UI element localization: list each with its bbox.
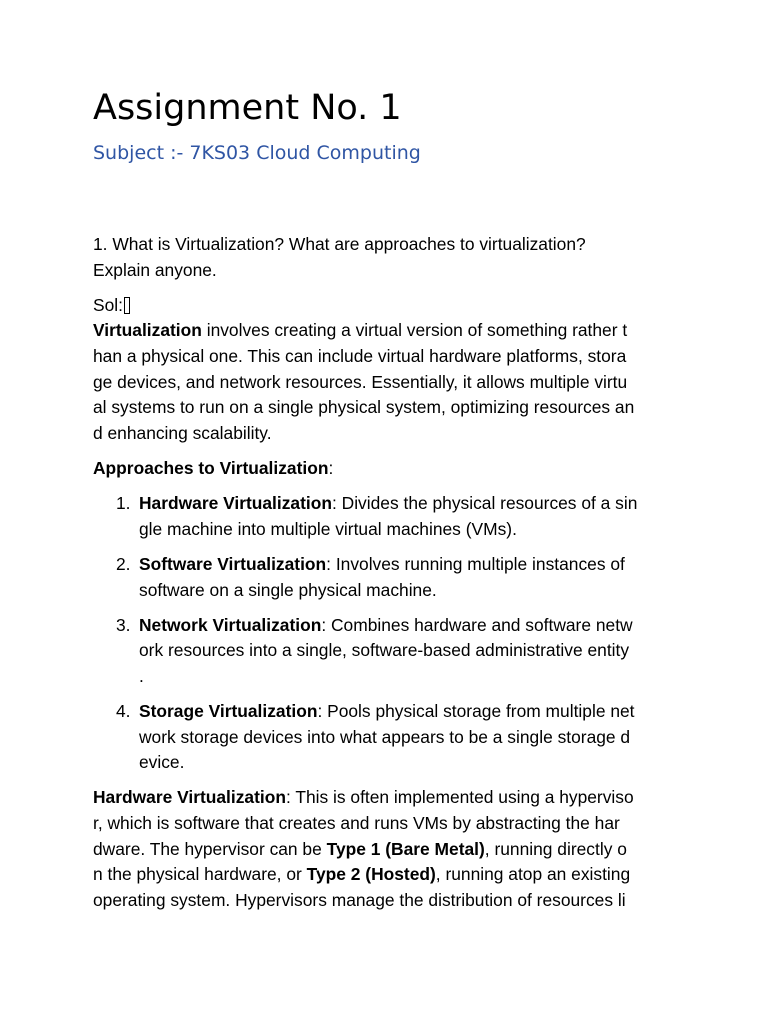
sol-label-line xyxy=(93,293,693,319)
intro-line: Virtualization involves creating a virtual version of something rather t xyxy=(93,320,628,341)
hardware-virtualization-paragraph: Hardware Virtualization: This is often implemented using a hyperviso r, which is software that creates and runs VMs by abstracting the har dware. The hypervisor can be Type 1 (Bare Metal), running directly o n the physical hardware, or Type 2 (Hosted), running atop an existing operating system. Hypervisors manage the distribution of resources li xyxy=(93,787,634,910)
document-body xyxy=(93,232,693,913)
list-item-number: 1. xyxy=(116,493,131,514)
virtualization-term: Virtualization xyxy=(93,320,202,341)
question-line: 1. What is Virtualization? What are approaches to virtualization? xyxy=(93,234,586,254)
approaches-heading: Approaches to Virtualization: xyxy=(93,457,334,478)
list-item-number: 3. xyxy=(116,614,131,635)
intro-line: ge devices, and network resources. Essentially, it allows multiple virtu xyxy=(93,371,628,392)
intro-line: d enhancing scalability. xyxy=(93,422,272,443)
intro-line: han a physical one. This can include virtual hardware platforms, stora xyxy=(93,345,627,366)
list-item-number: 2. xyxy=(116,553,131,574)
question-line: Explain anyone. xyxy=(93,259,217,280)
type2-term: Type 2 (Hosted) xyxy=(306,864,436,885)
hardware-term: Hardware Virtualization xyxy=(93,787,286,808)
list-item: 2. Software Virtualization: Involves running multiple instances of software on a single physical machine. xyxy=(116,553,625,600)
list-item-term: Hardware Virtualization xyxy=(139,493,332,514)
list-item-term: Storage Virtualization xyxy=(139,701,318,722)
intro-line: al systems to run on a single physical system, optimizing resources an xyxy=(93,397,635,418)
question-paragraph xyxy=(93,232,693,283)
document-title: Assignment No. 1 xyxy=(93,88,402,128)
list-item: 4. Storage Virtualization: Pools physical storage from multiple net work storage devices into what appears to be a single storage d evice. xyxy=(116,701,635,773)
list-item-term: Software Virtualization xyxy=(139,553,327,574)
list-item: 1. Hardware Virtualization: Divides the physical resources of a sin gle machine into multiple virtual machines (VMs). xyxy=(116,493,638,539)
list-item: 3. Network Virtualization: Combines hardware and software netw ork resources into a single, software-based administrative entity . xyxy=(116,614,633,686)
document-subject: Subject :- 7KS03 Cloud Computing xyxy=(93,142,421,164)
sol-label: Sol: xyxy=(93,294,123,315)
type1-term: Type 1 (Bare Metal) xyxy=(326,838,485,859)
list-item-number: 4. xyxy=(116,701,131,722)
approaches-list xyxy=(93,491,693,776)
missing-glyph-icon xyxy=(124,297,130,314)
list-item-term: Network Virtualization xyxy=(139,614,322,635)
solution-paragraph xyxy=(93,293,693,447)
